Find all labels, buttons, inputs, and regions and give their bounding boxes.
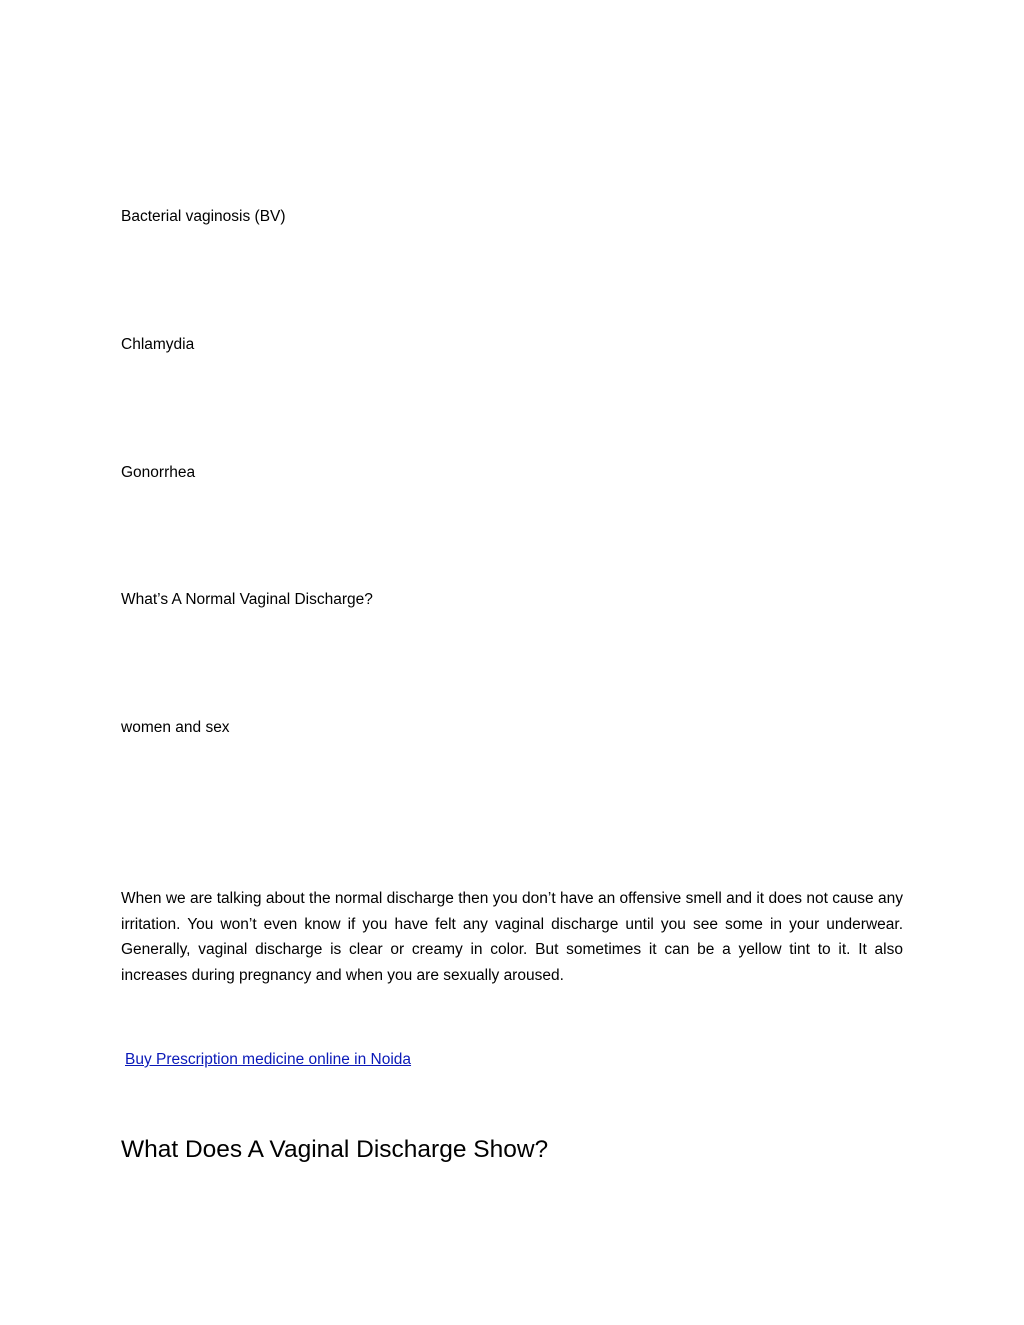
text-line-bacterial-vaginosis: Bacterial vaginosis (BV)	[121, 208, 286, 225]
body-paragraph: When we are talking about the normal discharge then you don’t have an offensive smell and it does not cause any irritation. You won’t even know if you have felt any vaginal discharge until you see some in your underwear. Generally, vaginal discharge is clear or creamy in color. But sometimes it can be a yellow tint to it. It also increases during pregnancy and when you are sexually aroused.	[121, 890, 903, 985]
text-line-normal-discharge-question: What’s A Normal Vaginal Discharge?	[121, 591, 373, 608]
text-line-gonorrhea: Gonorrhea	[121, 464, 196, 481]
buy-medicine-link[interactable]: Buy Prescription medicine online in Noida	[125, 1051, 412, 1068]
section-heading: What Does A Vaginal Discharge Show?	[121, 1136, 549, 1163]
text-line-women-and-sex: women and sex	[121, 719, 230, 736]
text-line-chlamydia: Chlamydia	[121, 336, 195, 353]
